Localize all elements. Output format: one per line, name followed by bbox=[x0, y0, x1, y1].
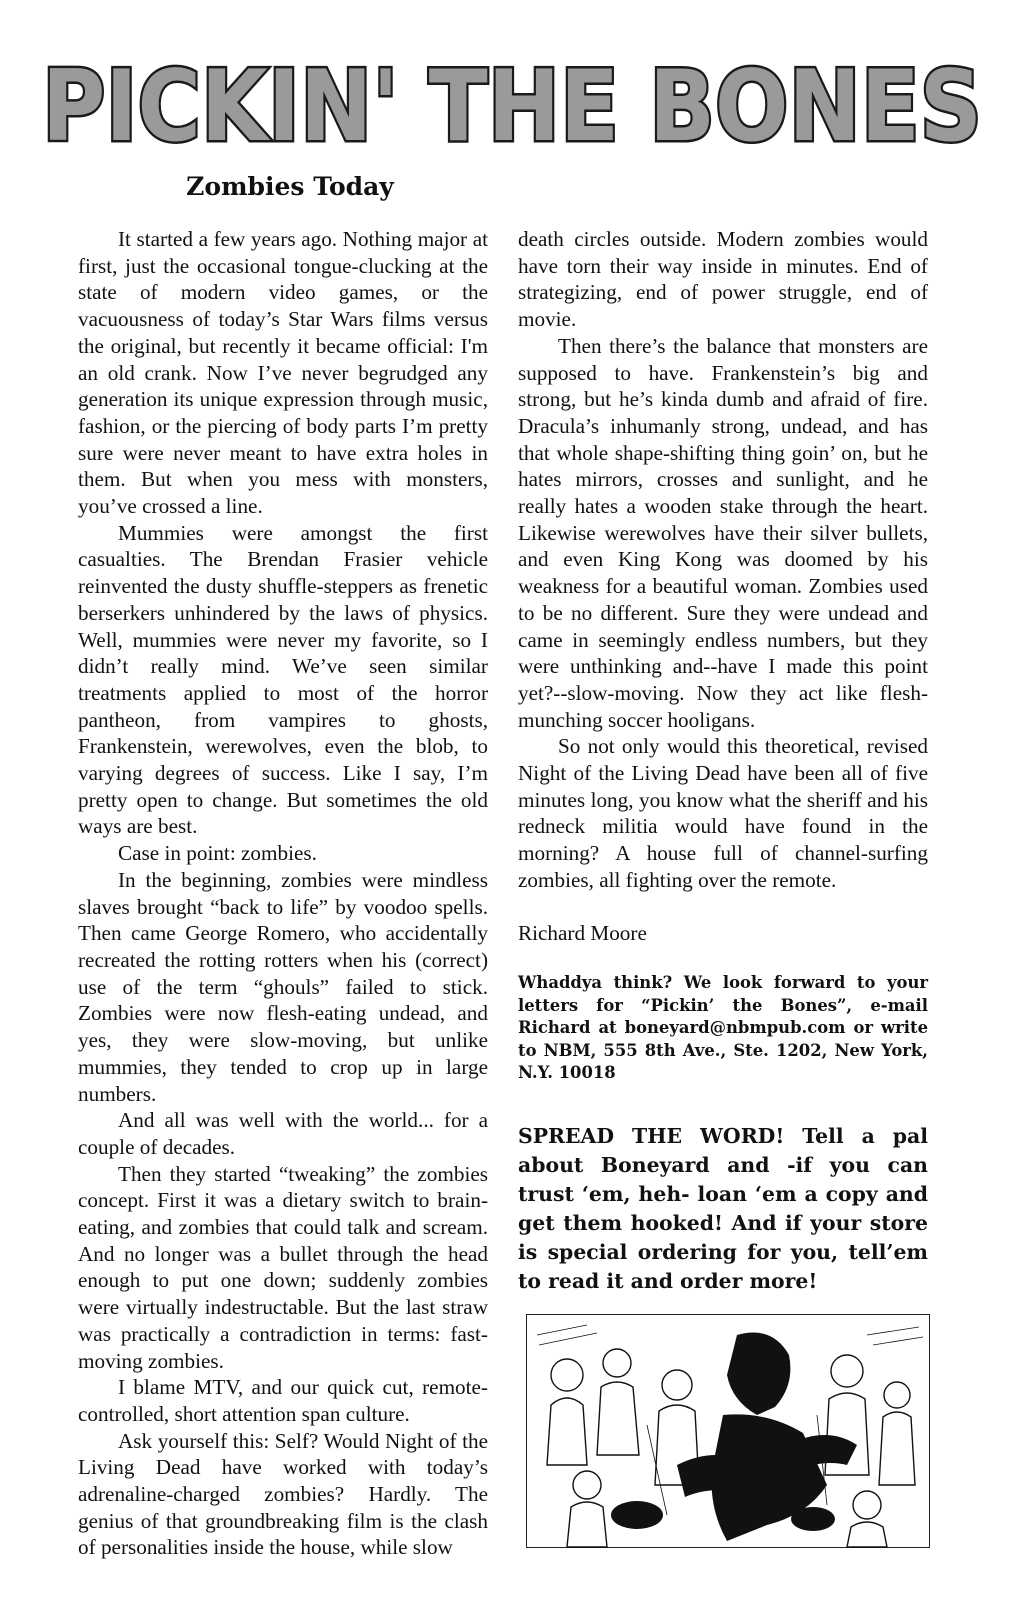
paragraph: Then they started “tweaking” the zombies concept. First it was a dietary switch to brain-eating, and zombies that could talk and scream. And no longer was a bullet through the head enough to put one down; suddenly zombies were virtually indestructable. But the last straw was practically a contradiction in terms: fast-moving zombies. bbox=[78, 1161, 488, 1373]
paragraph: Mummies were amongst the first casualties. The Brendan Frasier vehicle reinvented the dusty shuffle-steppers as frenetic berserkers unhindered by the laws of physics. Well, mummies were never my favorite, so I didn’t really mind. We’ve seen similar treatments applied to most of the horror pantheon, from vampires to ghosts, Frankenstein, werewolves, even the blob, to varying degrees of success. Like I say, I’m pretty open to change. But sometimes the old ways are best. bbox=[78, 520, 488, 839]
masthead-title: PICKIN' THE BONES bbox=[42, 50, 982, 164]
right-column bbox=[518, 226, 928, 946]
left-column bbox=[78, 226, 488, 1561]
article-title: Zombies Today bbox=[186, 172, 394, 201]
masthead bbox=[28, 52, 996, 162]
paragraph-continuation: death circles outside. Modern zombies would have torn their way inside in minutes. End of strategizing, end of power struggle, end of movie. bbox=[518, 227, 928, 332]
paragraph: It started a few years ago. Nothing major at first, just the occasional tongue-clucking at the state of modern video games, or the vacuousness of today’s Star Wars films versus the original, but recently it became official: I'm an old crank. Now I’ve never begrudged any generation its unique expression through music, fashion, or the piercing of body parts I’m pretty sure were never meant to have extra holes in them. But when you mess with monsters, you’ve crossed a line. bbox=[78, 227, 488, 519]
paragraph: And all was well with the world... for a couple of decades. bbox=[78, 1108, 488, 1159]
paragraph: So not only would this theoretical, revised Night of the Living Dead have been all of five minutes long, you know what the sheriff and his redneck militia would have found in the morning? A house full of channel-surfing zombies, all fighting over the remote. bbox=[518, 734, 928, 892]
byline: Richard Moore bbox=[518, 920, 647, 945]
paragraph: Then there’s the balance that monsters are supposed to have. Frankenstein’s big and strong, but he’s kinda dumb and afraid of fire. Dracula’s inhumanly strong, undead, and has that whole shape-shifting thing goin’ on, but he hates mirrors, crosses and sunlight, and he really hates a wooden stake through the heart. Likewise werewolves have their silver bullets, and even King Kong was doomed by his weakness for a beautiful woman. Zombies used to be no different. Sure they were undead and came in seemingly endless numbers, but they were unthinking and--have I made this point yet?--slow-moving. Now they act like flesh-munching soccer hooligans. bbox=[518, 333, 928, 732]
paragraph: I blame MTV, and our quick cut, remote-controlled, short attention span culture. bbox=[78, 1375, 488, 1426]
masthead-logo bbox=[28, 52, 996, 162]
zombie-comic-illustration bbox=[526, 1314, 930, 1548]
paragraph: Case in point: zombies. bbox=[118, 841, 317, 866]
letters-note: Whaddya think? We look forward to your letters for “Pickin’ the Bones”, e-mail Richard at boneyard@nbmpub.com or write to NBM, 555 8th Ave., Ste. 1202, New York, N.Y. 10018 bbox=[518, 973, 928, 1083]
spread-the-word-note: SPREAD THE WORD! Tell a pal about Boneyard and -if you can trust ‘em, heh- loan ‘em a copy and get them hooked! And if your store is special ordering for you, tell’em to read it and order more! bbox=[518, 1124, 928, 1293]
paragraph: In the beginning, zombies were mindless slaves brought “back to life” by voodoo spells. Then came George Romero, who accidentally recreated the rotting rotters when his (correct) use of the term “ghouls” failed to stick. Zombies were now flesh-eating undead, and yes, they were slow-moving, but unlike mummies, they tended to crop up in large numbers. bbox=[78, 867, 488, 1106]
paragraph: Ask yourself this: Self? Would Night of the Living Dead have worked with today’s adrenaline-charged zombies? Hardly. The genius of that groundbreaking film is the clash of personalities inside the house, while slow bbox=[78, 1428, 488, 1560]
zombie-horde-illustration-icon bbox=[527, 1315, 929, 1547]
